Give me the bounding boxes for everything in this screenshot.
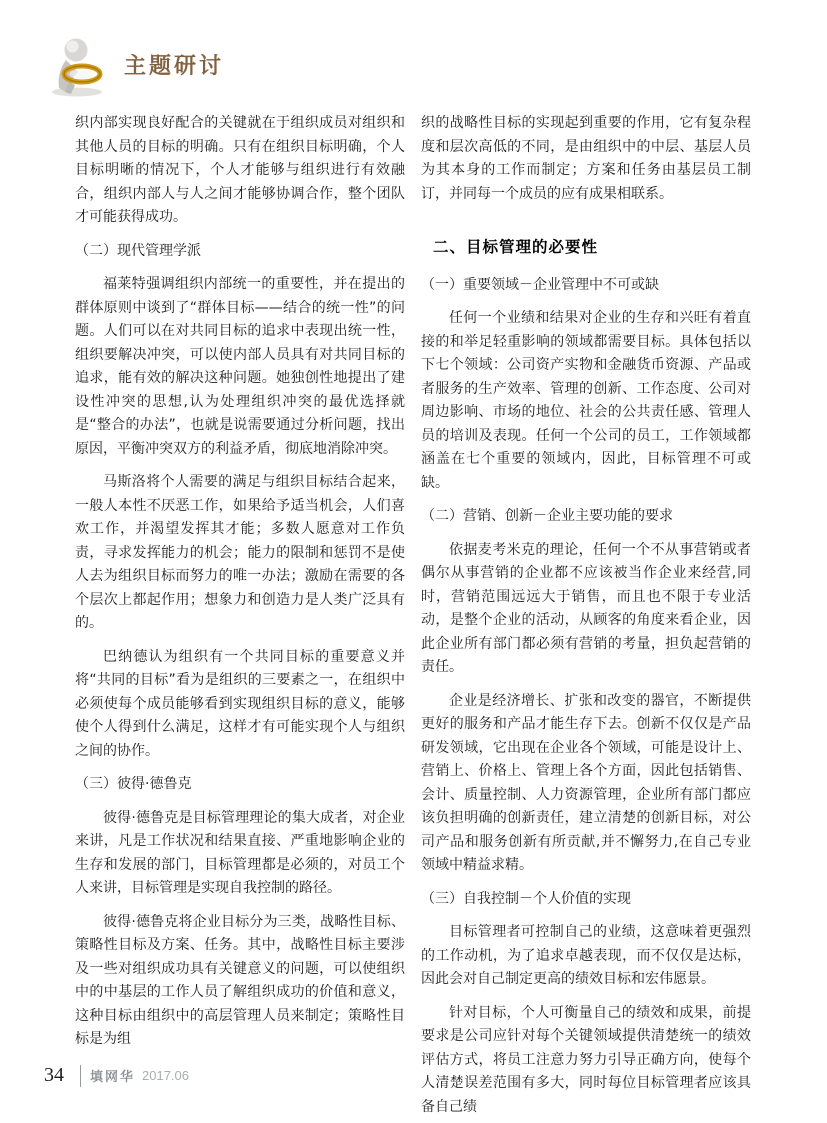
paragraph: 彼得·德鲁克将企业目标分为三类，战略性目标、策略性目标及方案、任务。其中，战略性目标主要涉及一些对组织成功具有关键意义的问题，可以使组织中的中基层的工作人员了解组织成功的价值和意义，这种目标由组织中的高层管理人员来制定；策略性目标是为组 [75, 913, 405, 1047]
section-heading: 二、目标管理的必要性 [433, 238, 599, 256]
paragraph: 企业是经济增长、扩张和改变的器官，不断提供更好的服务和产品才能生存下去。创新不仅仅是产品研发领域，它出现在企业各个领域，可能是设计上、营销上、价格上、管理上各个方面，因此包括销售、会计、质量控制、人力资源管理，企业所有部门都应该负担明确的创新责任，建立清楚的创新目标，对公司产品和服务创新有所贡献,并不懈努力,在自己专业领域中精益求精。 [421, 692, 751, 873]
paragraph: 福莱特强调组织内部统一的重要性，并在提出的群体原则中谈到了“群体目标——结合的统一性”的问题。人们可以在对共同目标的追求中表现出统一性，组织要解决冲突，可以使内部人员具有对共同目标的追求，能有效的解决这种问题。她独创性地提出了建设性冲突的思想,认为处理组织冲突的最优选择就是“整合的办法”，也就是说需要通过分析问题，找出原因，平衡冲突双方的利益矛盾，彻底地消除冲突。 [75, 276, 405, 457]
paragraph: 彼得·德鲁克是目标管理理论的集大成者，对企业来讲，凡是工作状况和结果直接、严重地影响企业的生存和发展的部门，目标管理都是必须的，对员工个人来讲，目标管理是实现自我控制的路径。 [75, 809, 405, 896]
paragraph: 织内部实现良好配合的关键就在于组织成员对组织和其他人员的目标的明确。只有在组织目标明确，个人目标明晰的情况下，个人才能够与组织进行有效融合，组织内部人与人之间才能够协调合作，整个团队才可能获得成功。 [75, 115, 405, 225]
section-subheading: （一）重要领域－企业管理中不可或缺 [421, 276, 659, 293]
right-column [421, 112, 751, 1123]
paragraph: 针对目标，个人可衡量自己的绩效和成果，前提要求是公司应针对每个关键领域提供清楚统一的绩效评估方式，将员工注意力努力引导正确方向，使每个人清楚误差范围有多大，同时每位目标管理者应该具备自己绩 [421, 1004, 751, 1115]
page-footer [44, 1064, 189, 1087]
article-body [75, 112, 751, 1123]
figure-with-magnifier-icon [46, 36, 110, 98]
section-title: 主题研讨 [124, 53, 225, 79]
paragraph: 马斯洛将个人需要的满足与组织目标结合起来，一般人本性不厌恶工作，如果给予适当机会，人们喜欢工作，并渴望发挥其才能；多数人愿意对工作负责，寻求发挥能力的机会；能力的限制和惩罚不是使人去为组织目标而努力的唯一办法；激励在需要的各个层次上都起作用；想象力和创造力是人类广泛具有的。 [75, 474, 405, 631]
paragraph: 巴纳德认为组织有一个共同目标的重要意义并将“共同的目标”看为是组织的三要素之一，在组织中必须使每个成员能够看到实现组织目标的意义，能够使个人得到什么满足，这样才有可能实现个人与组织之间的协作。 [75, 648, 405, 759]
paragraph: 织的战略性目标的实现起到重要的作用，它有复杂程度和层次高低的不同，是由组织中的中层、基层人员为其本身的工作而制定；方案和任务由基层员工制订，并同每一个成员的应有成果相联系。 [421, 115, 751, 202]
journal-issue: 2017.06 [142, 1068, 190, 1083]
section-subheading: （三）自我控制－个人价值的实现 [421, 890, 631, 907]
footer-divider [80, 1065, 81, 1087]
page-number: 34 [44, 1064, 64, 1086]
section-subheading: （三）彼得·德鲁克 [75, 776, 192, 792]
journal-name: 填网华 [90, 1070, 136, 1085]
page-header [46, 36, 224, 98]
paragraph: 目标管理者可控制自己的业绩，这意味着更强烈的工作动机，为了追求卓越表现，而不仅仅是达标，因此会对自己制定更高的绩效目标和宏伟愿景。 [421, 924, 751, 987]
paragraph: 任何一个业绩和结果对企业的生存和兴旺有着直接的和举足轻重影响的领域都需要目标。具体包括以下七个领域：公司资产实物和金融货币资源、产品或者服务的生产效率、管理的创新、工作态度、公司对周边影响、市场的地位、社会的公共责任感、管理人员的培训及表现。任何一个公司的员工，工作领域都涵盖在七个重要的领域内，因此，目标管理不可或缺。 [421, 310, 751, 491]
left-column [75, 112, 405, 1123]
section-subheading: （二）现代管理学派 [75, 242, 201, 259]
section-subheading: （二）营销、创新－企业主要功能的要求 [421, 508, 673, 524]
paragraph: 依据麦考米克的理论，任何一个不从事营销或者偶尔从事营销的企业都不应该被当作企业来经营,同时，营销范围远远大于销售，而且也不限于专业活动，是整个企业的活动，从顾客的角度来看企业，因此企业所有部门都必须有营销的考量，担负起营销的责任。 [421, 541, 751, 675]
